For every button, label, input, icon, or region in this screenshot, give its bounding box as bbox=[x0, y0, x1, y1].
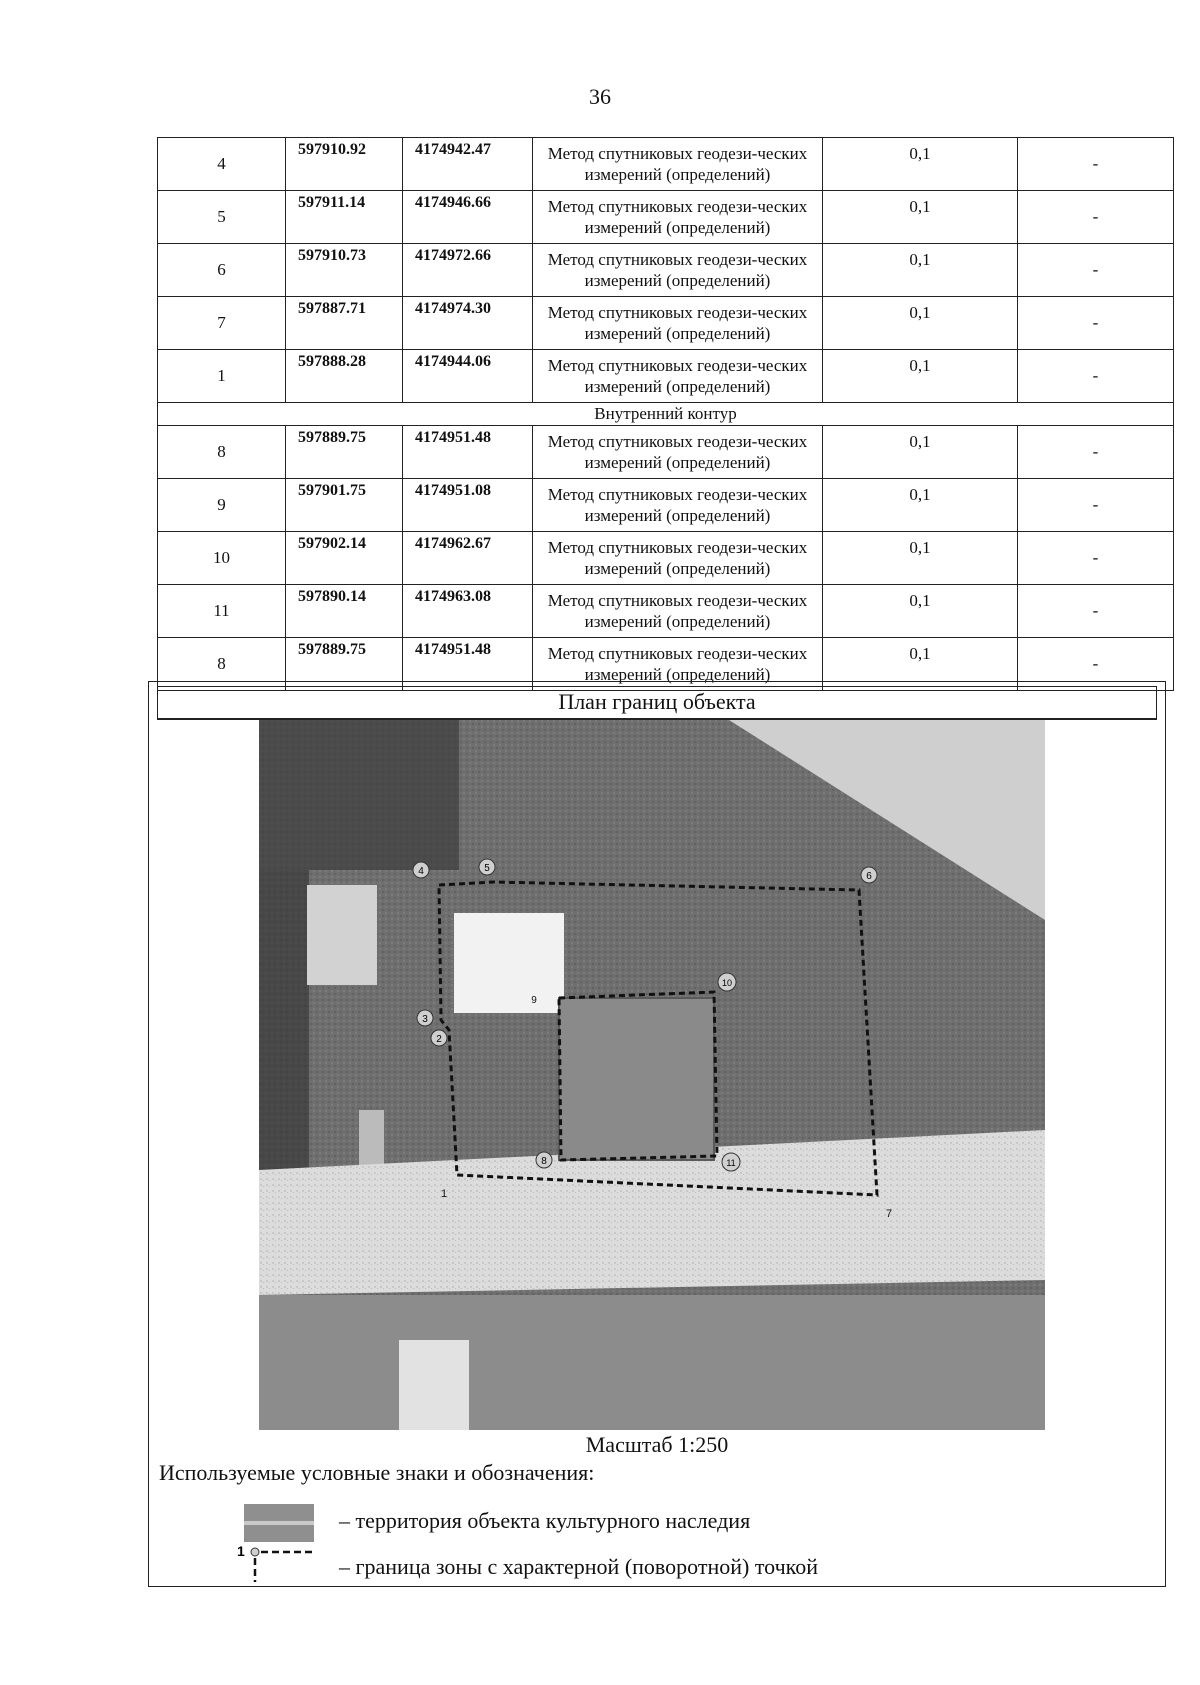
x-coordinate: 597910.92 bbox=[286, 138, 403, 191]
accuracy-cell: 0,1 bbox=[823, 244, 1018, 297]
svg-text:6: 6 bbox=[866, 871, 872, 882]
x-coordinate: 597902.14 bbox=[286, 532, 403, 585]
point-2 bbox=[431, 1030, 447, 1046]
method-cell: Метод спутниковых геодези-ческих измерений (определений) bbox=[533, 244, 823, 297]
plan-frame bbox=[148, 681, 1166, 1587]
coordinates-table bbox=[157, 137, 1174, 691]
dark-buildings bbox=[259, 720, 459, 870]
point-9 bbox=[531, 995, 537, 1006]
y-coordinate: 4174946.66 bbox=[403, 191, 533, 244]
y-coordinate: 4174944.06 bbox=[403, 350, 533, 403]
note-cell: - bbox=[1018, 638, 1174, 691]
note-cell: - bbox=[1018, 297, 1174, 350]
x-coordinate: 597888.28 bbox=[286, 350, 403, 403]
method-cell: Метод спутниковых геодези-ческих измерений (определений) bbox=[533, 532, 823, 585]
accuracy-cell: 0,1 bbox=[823, 638, 1018, 691]
note-cell: - bbox=[1018, 532, 1174, 585]
accuracy-cell: 0,1 bbox=[823, 585, 1018, 638]
x-coordinate: 597890.14 bbox=[286, 585, 403, 638]
x-coordinate: 597889.75 bbox=[286, 638, 403, 691]
point-number: 8 bbox=[158, 426, 286, 479]
table-row bbox=[158, 297, 1174, 350]
point-number: 1 bbox=[158, 350, 286, 403]
method-cell: Метод спутниковых геодези-ческих измерений (определений) bbox=[533, 638, 823, 691]
building-white bbox=[454, 913, 564, 1013]
building-left bbox=[307, 885, 377, 985]
inner-contour-row bbox=[158, 403, 1174, 426]
y-coordinate: 4174951.48 bbox=[403, 638, 533, 691]
table-row bbox=[158, 532, 1174, 585]
y-coordinate: 4174972.66 bbox=[403, 244, 533, 297]
method-cell: Метод спутниковых геодези-ческих измерений (определений) bbox=[533, 350, 823, 403]
svg-text:1: 1 bbox=[237, 1543, 245, 1559]
x-coordinate: 597887.71 bbox=[286, 297, 403, 350]
accuracy-cell: 0,1 bbox=[823, 138, 1018, 191]
table-row bbox=[158, 350, 1174, 403]
point-number: 5 bbox=[158, 191, 286, 244]
table-row bbox=[158, 585, 1174, 638]
accuracy-cell: 0,1 bbox=[823, 479, 1018, 532]
point-number: 10 bbox=[158, 532, 286, 585]
point-number: 4 bbox=[158, 138, 286, 191]
note-cell: - bbox=[1018, 479, 1174, 532]
y-coordinate: 4174951.48 bbox=[403, 426, 533, 479]
svg-text:1: 1 bbox=[440, 1188, 448, 1200]
accuracy-cell: 0,1 bbox=[823, 350, 1018, 403]
point-8 bbox=[536, 1152, 552, 1168]
svg-text:4: 4 bbox=[418, 866, 424, 877]
svg-text:9: 9 bbox=[531, 995, 537, 1006]
note-cell: - bbox=[1018, 585, 1174, 638]
legend-title: Используемые условные знаки и обозначения: bbox=[159, 1460, 595, 1485]
x-coordinate: 597911.14 bbox=[286, 191, 403, 244]
plan-title: План границ объекта bbox=[157, 686, 1157, 719]
inner-contour-label: Внутренний контур bbox=[158, 403, 1174, 426]
legend-boundary-text: – граница зоны с характерной (поворотной) точкой bbox=[339, 1554, 819, 1579]
x-coordinate: 597889.75 bbox=[286, 426, 403, 479]
svg-text:11: 11 bbox=[726, 1158, 736, 1168]
building-bottom bbox=[399, 1340, 469, 1430]
y-coordinate: 4174963.08 bbox=[403, 585, 533, 638]
point-number: 9 bbox=[158, 479, 286, 532]
lower-area bbox=[259, 1295, 1045, 1430]
svg-text:3: 3 bbox=[422, 1014, 428, 1025]
table-row bbox=[158, 191, 1174, 244]
accuracy-cell: 0,1 bbox=[823, 426, 1018, 479]
y-coordinate: 4174951.08 bbox=[403, 479, 533, 532]
dark-strip bbox=[259, 870, 309, 1170]
note-cell: - bbox=[1018, 244, 1174, 297]
svg-text:2: 2 bbox=[436, 1034, 442, 1045]
site-plan-map bbox=[259, 720, 1045, 1430]
point-5 bbox=[479, 859, 495, 875]
svg-text:5: 5 bbox=[484, 863, 490, 874]
svg-text:8: 8 bbox=[541, 1156, 547, 1167]
method-cell: Метод спутниковых геодези-ческих измерений (определений) bbox=[533, 479, 823, 532]
y-coordinate: 4174974.30 bbox=[403, 297, 533, 350]
point-3 bbox=[417, 1010, 433, 1026]
point-4 bbox=[413, 862, 429, 878]
y-coordinate: 4174962.67 bbox=[403, 532, 533, 585]
table-row bbox=[158, 479, 1174, 532]
legend-territory-text: – территория объекта культурного наследия bbox=[339, 1508, 751, 1533]
accuracy-cell: 0,1 bbox=[823, 532, 1018, 585]
method-cell: Метод спутниковых геодези-ческих измерений (определений) bbox=[533, 138, 823, 191]
note-cell: - bbox=[1018, 138, 1174, 191]
svg-text:10: 10 bbox=[721, 978, 733, 988]
building-small bbox=[359, 1110, 384, 1170]
heritage-territory bbox=[559, 998, 714, 1160]
note-cell: - bbox=[1018, 350, 1174, 403]
table-row bbox=[158, 426, 1174, 479]
point-1 bbox=[441, 1188, 447, 1200]
x-coordinate: 597910.73 bbox=[286, 244, 403, 297]
note-cell: - bbox=[1018, 191, 1174, 244]
legend-territory-swatch bbox=[244, 1504, 314, 1542]
accuracy-cell: 0,1 bbox=[823, 297, 1018, 350]
method-cell: Метод спутниковых геодези-ческих измерений (определений) bbox=[533, 426, 823, 479]
y-coordinate: 4174942.47 bbox=[403, 138, 533, 191]
legend-boundary-symbol bbox=[237, 1542, 317, 1582]
note-cell: - bbox=[1018, 426, 1174, 479]
point-number: 8 bbox=[158, 638, 286, 691]
map-scale: Масштаб 1:250 bbox=[585, 1432, 729, 1457]
point-11 bbox=[722, 1153, 740, 1171]
point-number: 11 bbox=[158, 585, 286, 638]
point-6 bbox=[861, 867, 877, 883]
svg-text:7: 7 bbox=[885, 1208, 893, 1220]
point-7 bbox=[886, 1208, 892, 1220]
point-number: 6 bbox=[158, 244, 286, 297]
table-row bbox=[158, 244, 1174, 297]
method-cell: Метод спутниковых геодези-ческих измерений (определений) bbox=[533, 297, 823, 350]
method-cell: Метод спутниковых геодези-ческих измерений (определений) bbox=[533, 585, 823, 638]
point-number: 7 bbox=[158, 297, 286, 350]
x-coordinate: 597901.75 bbox=[286, 479, 403, 532]
point-10 bbox=[718, 973, 736, 991]
method-cell: Метод спутниковых геодези-ческих измерений (определений) bbox=[533, 191, 823, 244]
table-row bbox=[158, 138, 1174, 191]
accuracy-cell: 0,1 bbox=[823, 191, 1018, 244]
page-number: 36 bbox=[589, 84, 611, 109]
